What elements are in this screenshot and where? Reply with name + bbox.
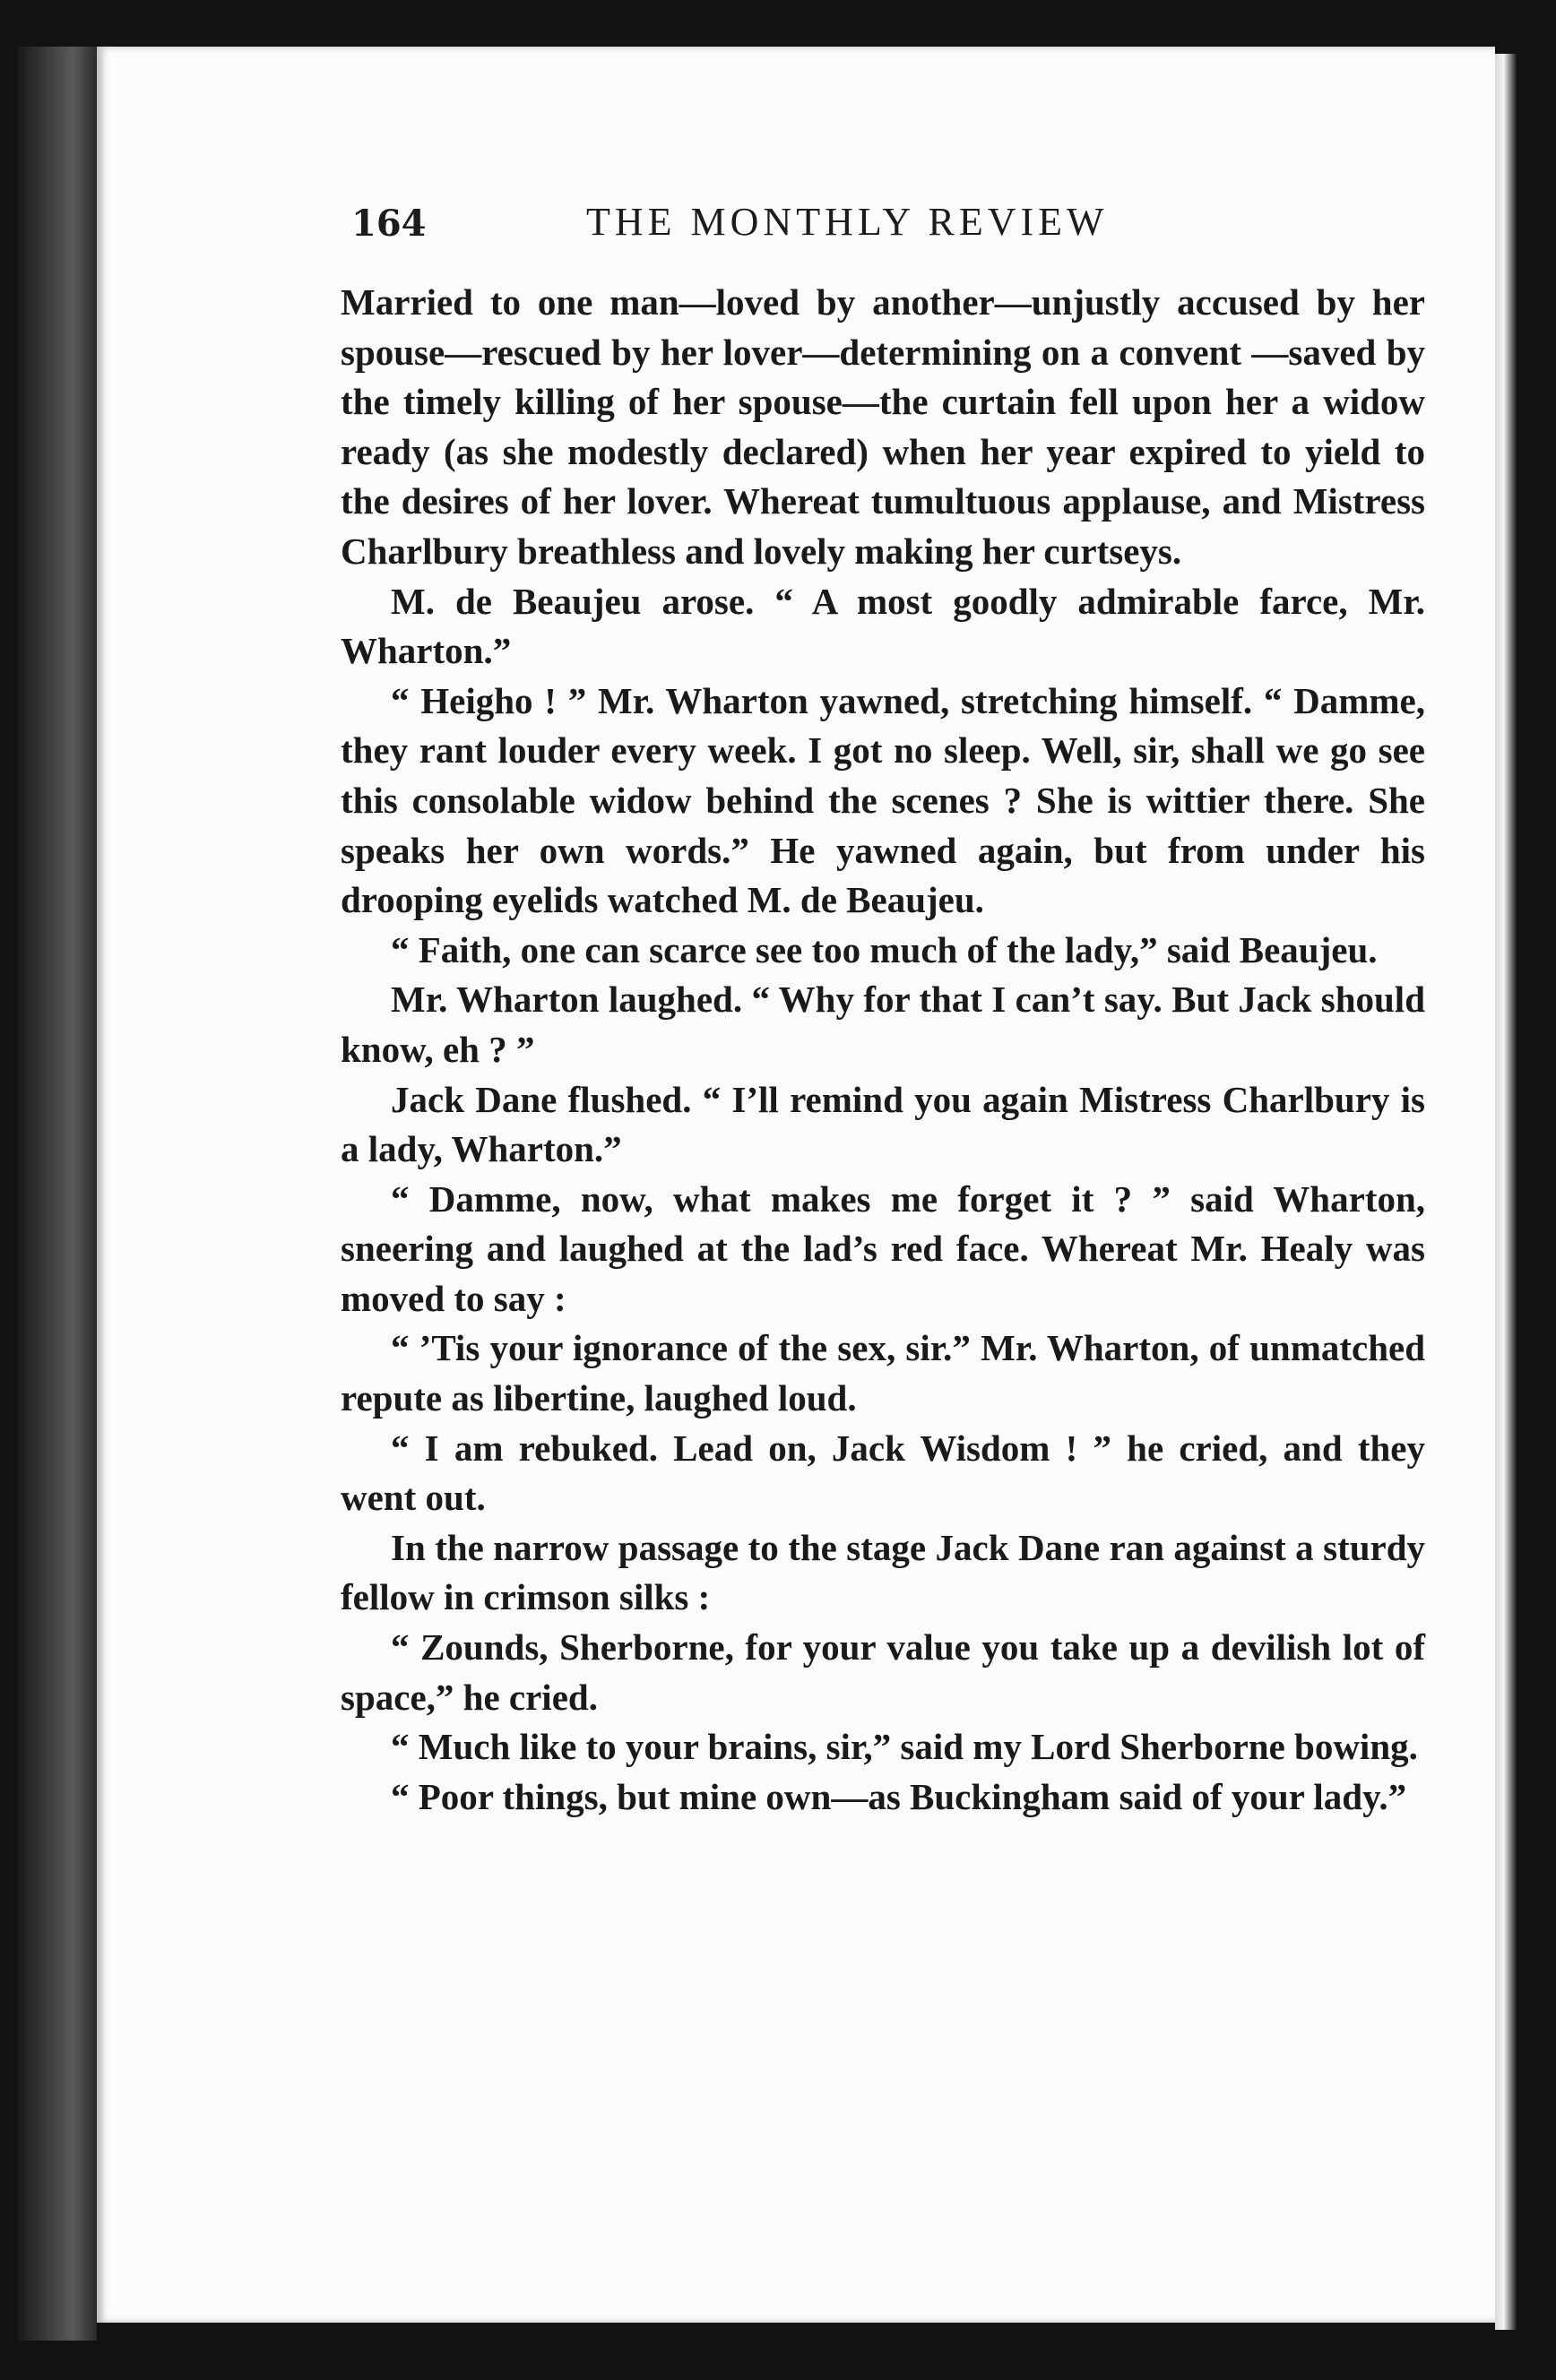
paragraph: “ Much like to your brains, sir,” said my Lord Sherborne bowing.	[391, 1726, 1418, 1768]
paragraph: Jack Dane flushed. “ I’ll remind you again Mistress Charlbury is a lady, Wharton.”	[341, 1078, 1425, 1170]
page-fore-edge	[1495, 54, 1517, 2330]
paragraph: “ ’Tis your ignorance of the sex, sir.” Mr. Wharton, of unmatched repute as libertine, laughed loud.	[341, 1327, 1425, 1419]
paragraph: Married to one man—loved by another—unjustly accused by her spouse—rescued by her lover—determining on a convent —saved by the timely killing of her spouse—the curtain fell upon her a widow ready (as she modestly declared) when her year expired to yield to the desires of her lover. Whereat tumultuous applause, and Mistress Charlbury breathless and lovely making her curtseys.	[341, 281, 1425, 572]
running-head	[351, 199, 1427, 256]
paragraph: M. de Beaujeu arose. “ A most goodly admirable farce, Mr. Wharton.”	[341, 580, 1425, 672]
paragraph: “ Heigho ! ” Mr. Wharton yawned, stretching himself. “ Damme, they rant louder every week. I got no sleep. Well, sir, shall we go see this consolable widow behind the scenes ? She is wittier there. She speaks her own words.” He yawned again, but from under his drooping eyelids watched M. de Beaujeu.	[341, 679, 1425, 921]
page-number: 164	[351, 203, 427, 245]
paragraph: Mr. Wharton laughed. “ Why for that I can’t say. But Jack should know, eh ? ”	[341, 979, 1425, 1070]
paragraph: “ Damme, now, what makes me forget it ? ” said Wharton, sneering and laughed at the lad’s red face. Whereat Mr. Healy was moved to say :	[341, 1177, 1425, 1319]
journal-title: THE MONTHLY REVIEW	[586, 200, 1109, 244]
paragraph: “ Poor things, but mine own—as Buckingham said of your lady.”	[391, 1775, 1407, 1817]
paragraph: “ Faith, one can scarce see too much of the lady,” said Beaujeu.	[391, 928, 1378, 970]
paragraph: In the narrow passage to the stage Jack Dane ran against a sturdy fellow in crimson silks :	[341, 1526, 1425, 1618]
book-spine-edge	[18, 47, 97, 2341]
body-text	[341, 278, 1425, 1822]
paragraph: “ Zounds, Sherborne, for your value you take up a devilish lot of space,” he cried.	[341, 1626, 1425, 1718]
paragraph: “ I am rebuked. Lead on, Jack Wisdom ! ” he cried, and they went out.	[341, 1427, 1425, 1519]
